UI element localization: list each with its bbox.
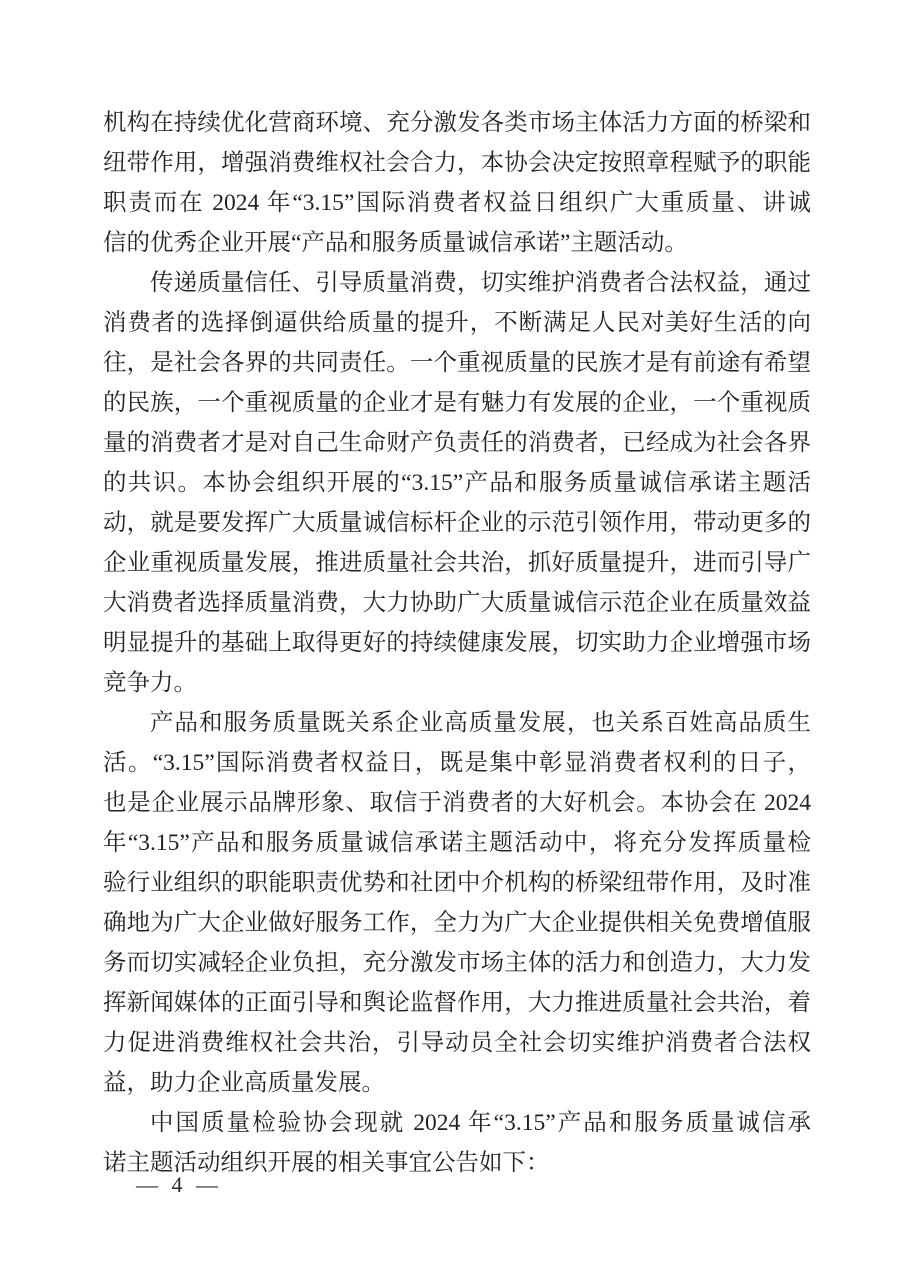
text-line: 职责而在 2024 年“3.15”国际消费者权益日组织广大重质量、讲诚	[103, 190, 811, 216]
text-line: 竞争力。	[103, 670, 197, 696]
document-body-text	[103, 103, 811, 1183]
page-number: — 4 —	[136, 1172, 222, 1197]
paragraph	[103, 703, 811, 1103]
paragraph	[103, 263, 811, 703]
text-line: 企业重视质量发展，推进质量社会共治，抓好质量提升，进而引导广	[103, 550, 811, 576]
text-line: 的民族，一个重视质量的企业才是有魅力有发展的企业，一个重视质	[103, 390, 811, 416]
text-line: 力促进消费维权社会共治，引导动员全社会切实维护消费者合法权	[103, 1030, 811, 1056]
text-line: 活。“3.15”国际消费者权益日，既是集中彰显消费者权利的日子，	[103, 750, 811, 776]
text-line: 量的消费者才是对自己生命财产负责任的消费者，已经成为社会各界	[103, 430, 811, 456]
text-line: 务而切实减轻企业负担，充分激发市场主体的活力和创造力，大力发	[103, 950, 811, 976]
text-line: 信的优秀企业开展“产品和服务质量诚信承诺”主题活动。	[103, 230, 688, 256]
text-line: 也是企业展示品牌形象、取信于消费者的大好机会。本协会在 2024	[103, 790, 811, 816]
text-line: 大消费者选择质量消费，大力协助广大质量诚信示范企业在质量效益	[103, 590, 811, 616]
text-line: 确地为广大企业做好服务工作，全力为广大企业提供相关免费增值服	[103, 910, 811, 936]
text-line: 的共识。本协会组织开展的“3.15”产品和服务质量诚信承诺主题活	[103, 470, 811, 496]
text-line: 益，助力企业高质量发展。	[103, 1070, 385, 1096]
text-line: 明显提升的基础上取得更好的持续健康发展，切实助力企业增强市场	[103, 630, 811, 656]
text-line: 往，是社会各界的共同责任。一个重视质量的民族才是有前途有希望	[103, 350, 811, 376]
text-line: 中国质量检验协会现就 2024 年“3.15”产品和服务质量诚信承	[150, 1110, 811, 1136]
text-line: 年“3.15”产品和服务质量诚信承诺主题活动中，将充分发挥质量检	[103, 830, 811, 856]
text-line: 消费者的选择倒逼供给质量的提升，不断满足人民对美好生活的向	[103, 310, 811, 336]
text-line: 动，就是要发挥广大质量诚信标杆企业的示范引领作用，带动更多的	[103, 510, 811, 536]
paragraph	[103, 103, 811, 263]
text-line: 纽带作用，增强消费维权社会合力，本协会决定按照章程赋予的职能	[103, 150, 811, 176]
text-line: 传递质量信任、引导质量消费，切实维护消费者合法权益，通过	[150, 270, 811, 296]
text-line: 机构在持续优化营商环境、充分激发各类市场主体活力方面的桥梁和	[103, 110, 811, 136]
text-line: 产品和服务质量既关系企业高质量发展，也关系百姓高品质生	[150, 710, 811, 736]
text-line: 验行业组织的职能职责优势和社团中介机构的桥梁纽带作用，及时准	[103, 870, 811, 896]
text-line: 挥新闻媒体的正面引导和舆论监督作用，大力推进质量社会共治，着	[103, 990, 811, 1016]
text-line: 诺主题活动组织开展的相关事宜公告如下：	[103, 1150, 550, 1176]
